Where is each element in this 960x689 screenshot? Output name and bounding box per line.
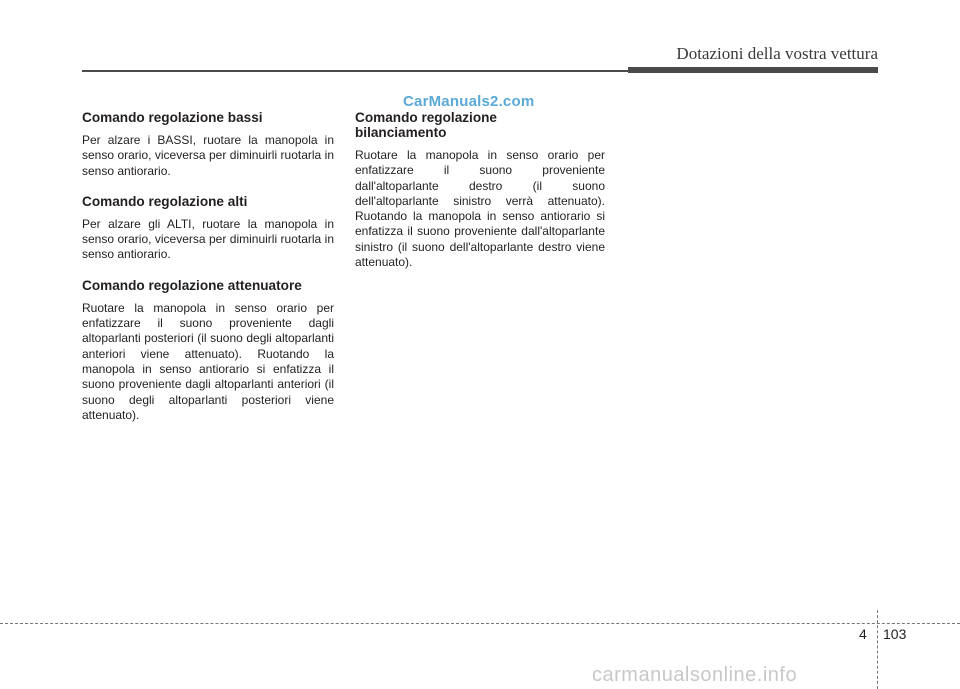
header-rule xyxy=(82,70,628,72)
left-column xyxy=(82,110,334,438)
section-heading-attenuatore: Comando regolazione attenuatore xyxy=(82,277,302,293)
section-heading-alti: Comando regolazione alti xyxy=(82,193,248,209)
chapter-number: 4 xyxy=(859,626,867,642)
page-number-divider xyxy=(877,610,878,689)
section-heading-bilanciamento: Comando regolazione bilanciamento xyxy=(355,110,497,140)
section-body-bassi: Per alzare i BASSI, ruotare la manopola in senso orario, viceversa per diminuirli ruotarla in senso antiorario. xyxy=(82,133,334,178)
right-column xyxy=(355,110,605,285)
footer-divider xyxy=(0,623,960,624)
section-body-bilanciamento: Ruotare la manopola in senso orario per enfatizzare il suono proveniente dall'altoparlante destro (il suono dell'altoparlante sinistro verrà attenuato). Ruotando la manopola in senso antiorario si enfatizza il suono proveniente dall'altoparlante sinistro (il suono dell'altoparlante destro viene attenuato). xyxy=(355,148,605,270)
page-number: 103 xyxy=(883,626,907,642)
section-heading-bassi: Comando regolazione bassi xyxy=(82,110,263,125)
header-rule-accent xyxy=(628,67,878,73)
section-body-alti: Per alzare gli ALTI, ruotare la manopola in senso orario, viceversa per diminuirli ruotarla in senso antiorario. xyxy=(82,216,334,262)
watermark-bottom: carmanualsonline.info xyxy=(592,664,798,686)
page-header-title: Dotazioni della vostra vettura xyxy=(676,44,878,63)
watermark-top: CarManuals2.com xyxy=(403,93,535,110)
section-body-attenuatore: Ruotare la manopola in senso orario per enfatizzare il suono proveniente dagli altoparlanti posteriori (il suono degli altoparlanti anteriori viene attenuato). Ruotando la manopola in senso antiorario si enfatizza il suono proveniente dagli altoparlanti anteriori (il suono degli altoparlanti posteriori viene attenuato). xyxy=(82,300,334,422)
